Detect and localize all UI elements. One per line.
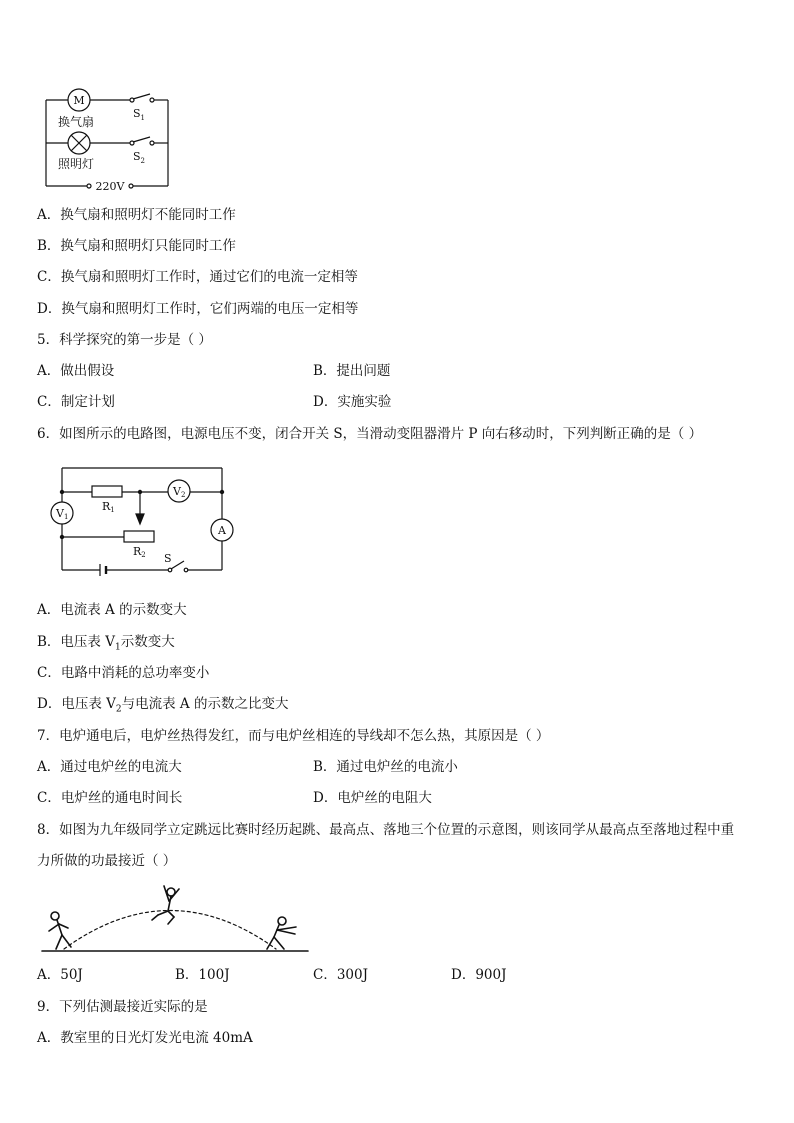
q4-circuit-diagram <box>40 86 180 194</box>
q6-option-d: D．电压表 $V_2$与电流表 A 的示数之比变大 <box>37 696 289 715</box>
q7-stem: 7．电炉通电后，电炉丝热得发红，而与电炉丝相连的导线却不怎么热，其原因是（ ） <box>37 728 550 744</box>
q8-option-a: A．50J <box>37 967 83 983</box>
q6-circuit-diagram <box>44 462 244 582</box>
q9-stem: 9．下列估测最接近实际的是 <box>37 999 208 1015</box>
q5-option-c: C．制定计划 <box>37 394 115 410</box>
q8-option-b: B．100J <box>175 967 230 983</box>
q6-stem: 6．如图所示的电路图，电源电压不变，闭合开关 S，当滑动变阻器滑片 P 向右移动时，下列判断正确的是（ ） <box>37 426 703 442</box>
q4-option-d: D．换气扇和照明灯工作时，它们两端的电压一定相等 <box>37 301 359 317</box>
q5-stem: 5．科学探究的第一步是（ ） <box>37 332 212 348</box>
q6-option-a: A．电流表 A 的示数变大 <box>37 602 187 618</box>
q8-option-c: C．300J <box>313 967 369 983</box>
switch-s-label: S <box>164 552 172 565</box>
switch-s2-label: $S_2$ <box>133 150 146 165</box>
q6-option-c: C．电路中消耗的总功率变小 <box>37 665 210 681</box>
q6-option-b: B．电压表 $V_1$示数变大 <box>37 634 175 653</box>
q7-option-b: B．通过电炉丝的电流小 <box>313 759 458 775</box>
motor-label: M <box>73 94 85 107</box>
q7-option-d: D．电炉丝的电阻大 <box>313 790 432 806</box>
q8-long-jump-figure <box>40 880 312 956</box>
voltmeter-v1-label: V1 <box>56 507 69 521</box>
supply-voltage-label: 220V <box>95 180 125 193</box>
lamp-label: 照明灯 <box>58 157 95 171</box>
q8-option-d: D．900J <box>451 967 507 983</box>
q5-option-d: D．实施实验 <box>313 394 392 410</box>
q5-option-b: B．提出问题 <box>313 363 391 379</box>
voltmeter-v2-label: V2 <box>173 485 186 499</box>
switch-s1-label: $S_1$ <box>133 107 146 122</box>
q7-option-c: C．电炉丝的通电时间长 <box>37 790 183 806</box>
q7-option-a: A．通过电炉丝的电流大 <box>37 759 182 775</box>
resistor-r1-label: R1 <box>102 500 115 514</box>
q8-stem-line2: 力所做的功最接近（ ） <box>37 853 177 869</box>
q8-stem-line1: 8．如图为九年级同学立定跳远比赛时经历起跳、最高点、落地三个位置的示意图，则该同学从最高点至落地过程中重 <box>37 822 735 838</box>
q4-option-a: A．换气扇和照明灯不能同时工作 <box>37 207 236 223</box>
resistor-r2-label: R2 <box>133 545 146 559</box>
q4-option-c: C．换气扇和照明灯工作时，通过它们的电流一定相等 <box>37 269 358 285</box>
ammeter-label: A <box>218 524 226 537</box>
q9-option-a: A．教室里的日光灯发光电流 40mA <box>37 1030 253 1046</box>
q4-option-b: B．换气扇和照明灯只能同时工作 <box>37 238 236 254</box>
fan-label: 换气扇 <box>58 115 95 129</box>
q5-option-a: A．做出假设 <box>37 363 115 379</box>
